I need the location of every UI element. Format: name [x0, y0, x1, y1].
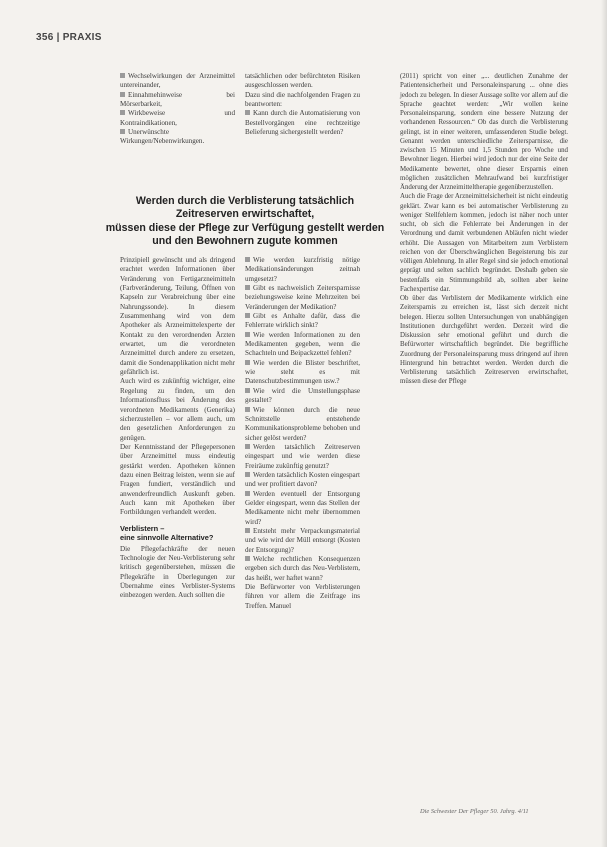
list-item: Wirkbeweise und Kontraindikationen, [120, 109, 235, 127]
paragraph: (2011) spricht von einer „... deutlichen Zunahme der Patientensicherheit und Personaleinsparung ... ohne dies jedoch zu belegen. In dieser Aussage sollte vor allem auf die Sprache geachtet werden: „Wir wollen keine Personaleinsparung, sondern eine bessere Nutzung der vorhandenen Ressourcen.“ Ob das durch die Verblisterung gelingt, ist in einer weiteren, umfassenderen Studie belegt. Genannt werden unterschiedliche Zeitersparnisse, die zwischen 15 Minuten und 1,5 Stunden pro Woche und Bewohner liegen. Hierbei wird jedoch nur der eine Seite der Medikamente bewertet, ohne dieser Ersparnis einen möglichen zusätzlichen Mehraufwand bei kurzfristiger Änderung der Arzneimitteltherapie gegenüberzustellen. [400, 73, 568, 191]
top-mid-column [245, 72, 360, 137]
paragraph: Prinzipiell gewünscht und als dringend erachtet werden Informationen über Veränderung von Fertigarzneimitteln (Farbveränderung, Teilung, Öffnen von Kapseln zur Verabreichung über eine Nahrungssonde). In diesem Zusammenhang wird von dem Apotheker als Arzneimittelexperte der Kontakt zu den verordnenden Ärzten erwartet, um die verordneten Arzneimittel durch andere zu ersetzen, damit die Sondenapplikation nicht mehr gefährlich ist. [120, 256, 235, 377]
square-bullet-icon [245, 257, 250, 262]
list-item: Wie werden die Blister beschriftet, wie steht es mit Datenschutzbestimmungen usw.? [245, 358, 360, 386]
list-item: Gibt es Anhalte dafür, dass die Fehlerrate wirklich sinkt? [245, 312, 360, 330]
mid-column [245, 256, 360, 611]
right-column [400, 72, 568, 387]
list-item: Welche rechtlichen Konsequenzen ergeben sich durch das Neu-Verblistern, das heißt, wer haftet wann? [245, 555, 360, 582]
square-bullet-icon [245, 388, 250, 393]
square-bullet-icon [245, 360, 250, 365]
list-item: Gibt es nachweislich Zeitersparnisse beziehungsweise keine Mehrzeiten bei Veränderungen der Medikation? [245, 284, 360, 311]
list-item: Entsteht mehr Verpackungsmaterial und wie wird der Müll entsorgt (Kosten der Entsorgung)? [245, 526, 360, 554]
square-bullet-icon [120, 73, 125, 78]
square-bullet-icon [245, 407, 250, 412]
square-bullet-icon [245, 556, 250, 561]
page-edge-shadow [601, 0, 607, 847]
square-bullet-icon [120, 92, 125, 97]
square-bullet-icon [245, 332, 250, 337]
square-bullet-icon [245, 110, 250, 115]
square-bullet-icon [245, 444, 250, 449]
paragraph: Ob über das Verblistern der Medikamente wirklich eine Zeitersparnis zu erreichen ist, lässt sich derzeit nicht belegen. Hierzu sollten Untersuchungen von unabhängigen Institutionen durchgeführt werden. Derzeit wird die Diskussion sehr emotional geführt und durch die Befürworter wirtschaftlich begründet. Die begriffliche Zuordnung der Personaleinsparung muss dringend auf ihren Hintergrund hin betrachtet werden. Werden durch die Verblisterung tatsächlich Zeitreserven erwirtschaftet, müssen diese der Pflege [400, 295, 568, 386]
list-item: Kann durch die Automatisierung von Bestellvorgängen eine rechtzeitige Belieferung sichergestellt werden? [245, 109, 360, 137]
list-item: Werden tatsächlich Kosten eingespart und wer profitiert davon? [245, 470, 360, 489]
paragraph: Auch wird es zukünftig wichtiger, eine Regelung zu finden, um den Informationsfluss bei Änderung des verordneten Medikaments (Generika) sicherzustellen – vor allem auch, um den gesetzlichen Anforderungen zu genügen. [120, 377, 235, 442]
square-bullet-icon [245, 472, 250, 477]
list-item: Werden eventuell der Entsorgung Gelder eingespart, wenn das Stellen der Medikamente nicht mehr übernommen wird? [245, 489, 360, 526]
list-item: Wechselwirkungen der Arzneimittel untereinander, [120, 72, 235, 90]
square-bullet-icon [245, 528, 250, 533]
square-bullet-icon [120, 110, 125, 115]
list-item: Unerwünschte Wirkungen/Nebenwirkungen. [120, 128, 205, 146]
pull-quote-headline: Werden durch die Verblisterung tatsächlich Zeitreserven erwirtschaftet, müssen diese der Pflege zur Verfügung gestellt werden und den Bewohnern zugute kommen [105, 195, 385, 248]
list-item: Wie werden kurzfristig nötige Medikationsänderungen zeitnah umgesetzt? [245, 256, 360, 283]
paragraph: Der Kenntnisstand der Pflegepersonen über Arzneimittel muss eindeutig gestärkt werden. Apotheken können dazu einen Beitrag leisten, wenn sie auf Fragen fundiert, verständlich und anwenderfreundlich Auskunft geben. Auch kann mit Apotheken über Fortbildungen verhandelt werden. [120, 442, 235, 517]
list-item: Wie können durch die neue Schnittstelle entstehende Kommunikationsprobleme behoben und sicher gelöst werden? [245, 405, 360, 442]
section-label: PRAXIS [62, 32, 102, 43]
square-bullet-icon [245, 313, 250, 318]
footer-citation: Die Schwester Der Pfleger 50. Jahrg. 4/11 [420, 808, 529, 815]
paragraph: Die Befürworter von Verblisterungen führen vor allem die Zeitfrage ins Treffen. Manuel [245, 583, 360, 610]
header-separator: | [56, 32, 60, 43]
paragraph: Die Pflegefachkräfte der neuen Technologie der Neu-Verblisterung sehr kritisch gegenüberstehen, müssen die Pflegekräfte in Überlegungen zur Übernahme eines Verblister-Systems einbezogen werden. Auch sollten die [120, 544, 235, 600]
square-bullet-icon [245, 491, 250, 496]
left-column [120, 256, 235, 601]
paragraph: tatsächlichen oder befürchteten Risiken ausgeschlossen werden. [245, 72, 360, 90]
list-item: Wie wird die Umstellungsphase gestaltet? [245, 386, 360, 405]
page-header [36, 32, 102, 43]
square-bullet-icon [120, 129, 125, 134]
paragraph: Auch die Frage der Arzneimittelsicherheit ist nicht eindeutig geklärt. Zwar kann es bei automatischer Verblisterung zu weniger Stellfehlern kommen, jedoch ist näher noch unter sucht, ob sich die Fehlerrate bei Änderungen in der Verordnung und damit verbundenen Abläufen nicht wieder erhöht. Die Aussagen von Mitarbeitern zum Verblistern reichen von der Überschwänglichen Begeisterung bis zur völligen Ablehnung. In aller Regel sind sie jedoch emotional geprägt und selten sachlich begründet. Deshalb geben sie bestenfalls ein Stimmungsbild ab, sollten aber keine Fachexpertise dar. [400, 193, 568, 293]
list-item: Einnahmehinweise bei Mörserbarkeit, [120, 90, 235, 109]
page-number: 356 [36, 32, 54, 43]
paragraph: Dazu sind die nachfolgenden Fragen zu beantworten: [245, 90, 360, 109]
section-subheading: Verblistern – eine sinnvolle Alternative? [120, 523, 214, 543]
square-bullet-icon [245, 285, 250, 290]
top-left-column [120, 72, 235, 147]
list-item: Werden tatsächlich Zeitreserven eingespart und wie werden diese Freiräume zukünftig genutzt? [245, 442, 360, 470]
list-item: Wie werden Informationen zu den Medikamenten gegeben, wenn die Schachteln und Beipackzettel fehlen? [245, 330, 360, 358]
